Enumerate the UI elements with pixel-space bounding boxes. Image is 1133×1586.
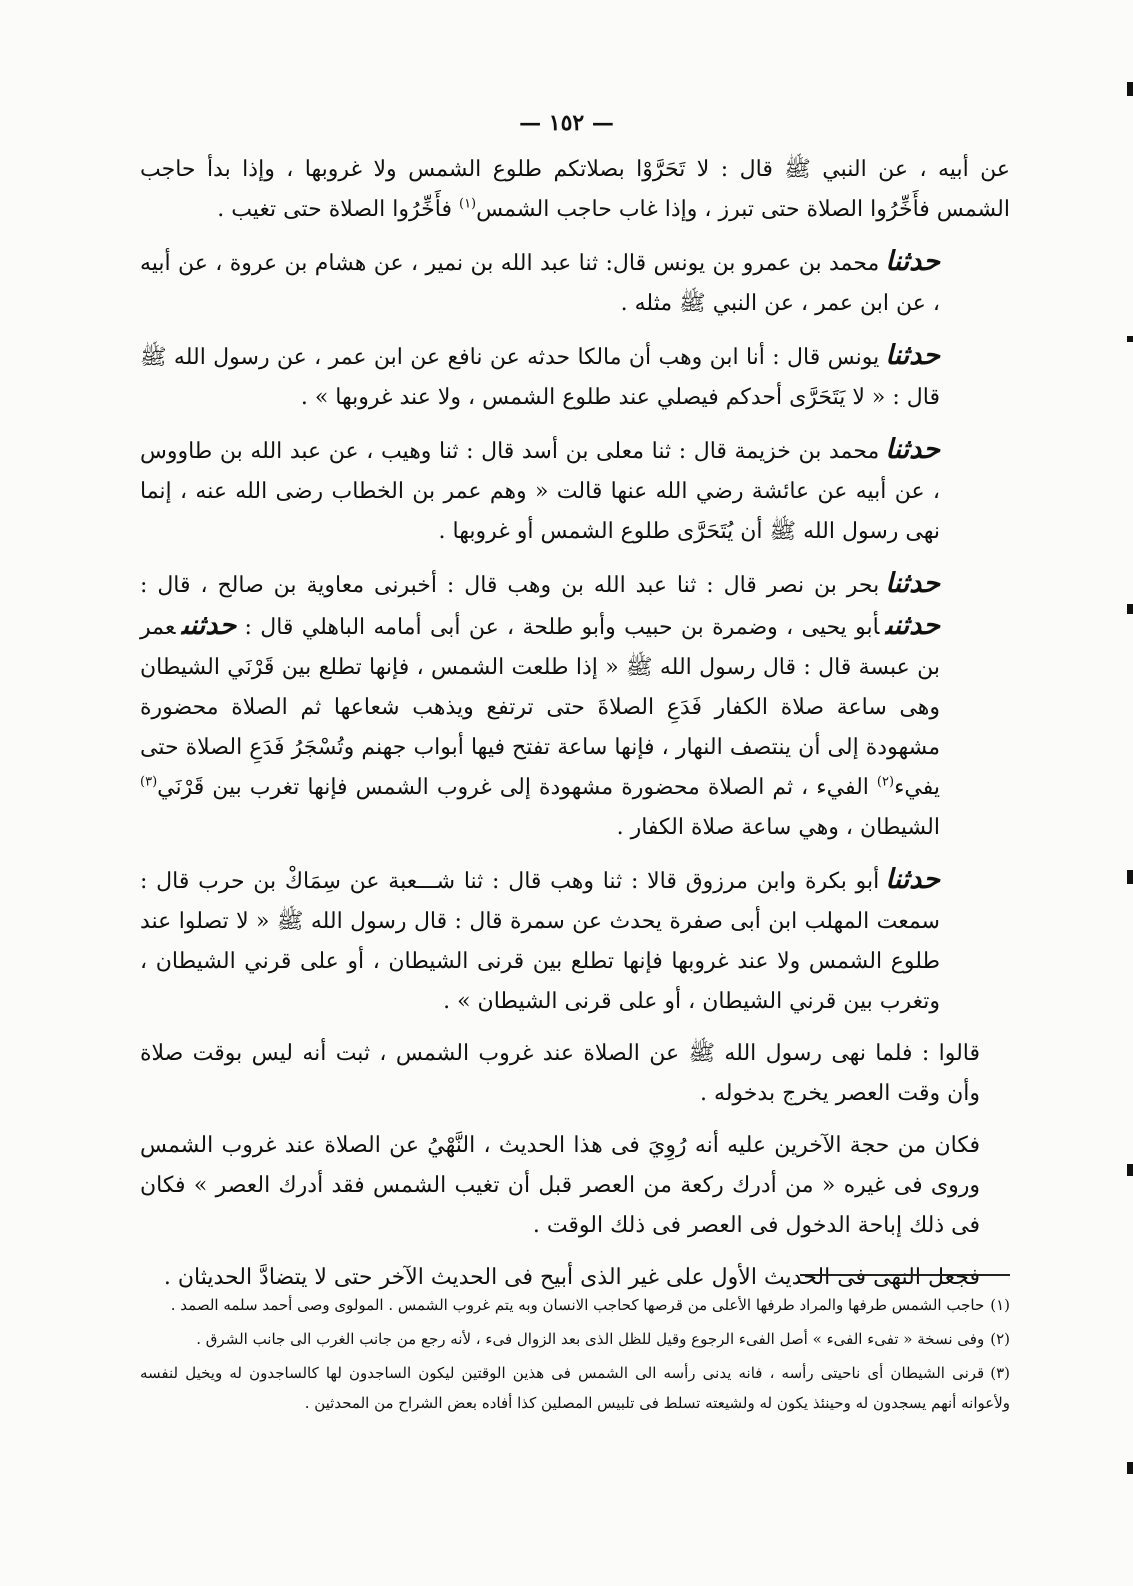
- footnote-1-text: حاجب الشمس طرفها والمراد طرفها الأعلى من قرصها كحاجب الانسان وبه يتم غروب الشمس . المولوى وصى أحمد سلمه الصمد .: [170, 1296, 985, 1314]
- paragraph-3: [140, 336, 1010, 418]
- footnote-marker-2: (٢): [876, 774, 895, 790]
- main-text: [140, 150, 1010, 1310]
- hadith-lead: حدثنا: [885, 568, 940, 599]
- footnote-marker-1: (١): [458, 196, 477, 212]
- hadith-lead: حدثنا: [885, 434, 940, 465]
- scan-edge-mark: [1127, 870, 1133, 884]
- footnote-3-number: (٣): [990, 1364, 1010, 1382]
- hadith-lead-2: حدثنى: [885, 610, 940, 641]
- footnote-2-number: (٢): [990, 1330, 1010, 1348]
- paragraph-5-part-3: عمر بن عبسة قال : قال رسول الله ﷺ « إذا طلعت الشمس ، فإنها تطلع بين قَرْنَي الشيطان وهى ساعة صلاة الكفار فَدَعِ الصلاةَ حتى ترتفع ويذهب شعاعها ثم الصلاة محضورة مشهودة إلى أن ينتصف النهار ، فإنها ساعة تفتح فيها أبواب جهنم وتُسْجَرُ فَدَعِ الصلاة حتى يفيء: [140, 615, 940, 800]
- scan-edge-mark: [1127, 604, 1133, 614]
- footnote-marker-3: (٣): [140, 774, 158, 790]
- paragraph-5-part-5: الشيطان ، وهي ساعة صلاة الكفار .: [616, 815, 940, 840]
- paragraph-1: [140, 150, 1010, 230]
- scan-edge-mark: [1127, 336, 1133, 342]
- footnote-1: [140, 1290, 1010, 1320]
- paragraph-6-text: أبو بكرة وابن مرزوق قالا : ثنا وهب قال : ثنا شـــعبة عن سِمَاكْ بن حرب قال : سمعت المهلب ابن أبى صفرة يحدث عن سمرة قال : قال رسول الله ﷺ « لا تصلوا عند طلوع الشمس ولا عند غروبها فإنها تطلع بين قرنى الشيطان ، أو على قرني الشيطان ، وتغرب بين قرني الشيطان ، أو على قرنى الشيطان » .: [140, 869, 940, 1014]
- scan-edge-mark: [1127, 1462, 1133, 1474]
- paragraph-1-tail: فأَخِّرُوا الصلاة حتى تغيب .: [217, 197, 459, 222]
- page-number: — ١٥٢ —: [519, 110, 614, 136]
- paragraph-8: فكان من حجة الآخرين عليه أنه رُوِيَ فى هذا الحديث ، النَّهْيُ عن الصلاة عند غروب الشمس وروى فى غيره « من أدرك ركعة من العصر قبل أن تغيب الشمس فقد أدرك العصر » فكان فى ذلك إباحة الدخول فى العصر فى ذلك الوقت .: [140, 1133, 980, 1238]
- paragraph-2-text: محمد بن عمرو بن يونس قال: ثنا عبد الله بن نمير ، عن هشام بن عروة ، عن أبيه ، عن ابن عمر ، عن النبي ﷺ مثله .: [140, 251, 940, 316]
- paragraph-4: [140, 430, 1010, 552]
- footnote-divider: [800, 1274, 1010, 1276]
- paragraph-6: [140, 860, 1010, 1022]
- scan-edge-mark: [1127, 82, 1133, 96]
- paragraph-2: [140, 242, 1010, 324]
- hadith-lead: حدثنا: [885, 246, 940, 277]
- scan-edge-mark: [1127, 1164, 1133, 1176]
- paragraph-5-part-4: الفيء ، ثم الصلاة محضورة مشهودة إلى غروب الشمس فإنها تغرب بين قَرْنَي: [157, 775, 877, 800]
- hadith-lead-3: حدثنى: [181, 610, 237, 641]
- footnote-3: [140, 1358, 1010, 1418]
- hadith-lead: حدثنا: [885, 340, 940, 371]
- hadith-lead: حدثنا: [885, 864, 940, 895]
- paragraph-5-part-2: أبو يحيى ، وضمرة بن حبيب وأبو طلحة ، عن أبى أمامه الباهلي قال :: [244, 615, 880, 640]
- paragraph-4-text: محمد بن خزيمة قال : ثنا معلى بن أسد قال : ثنا وهيب ، عن عبد الله بن طاووس ، عن أبيه عن عائشة رضي الله عنها قالت « وهم عمر بن الخطاب رضى الله عنه ، إنما نهى رسول الله ﷺ أن يُتَحَرَّى طلوع الشمس أو غروبها .: [140, 439, 940, 544]
- paragraph-9: فجعل النهى فى الحديث الأول على غير الذى أبيح فى الحديث الآخر حتى لا يتضادَّ الحديثان .: [163, 1265, 980, 1290]
- paragraph-3-text: يونس قال : أنا ابن وهب أن مالكا حدثه عن نافع عن ابن عمر ، عن رسول الله ﷺ قال : « لا يَتَحَرَّى أحدكم فيصلي عند طلوع الشمس ، ولا عند غروبها » .: [140, 345, 940, 410]
- footnote-1-number: (١): [990, 1296, 1010, 1314]
- paragraph-1-text: عن أبيه ، عن النبي ﷺ قال : لا تَحَرَّوْا بصلاتكم طلوع الشمس ولا غروبها ، وإذا بدأ حاجب الشمس فأَخِّرُوا الصلاة حتى تبرز ، وإذا غاب حاجب الشمس: [140, 157, 1010, 222]
- footnote-2: [140, 1324, 1010, 1354]
- footnote-3-text: قرنى الشيطان أى ناحيتى رأسه ، فانه يدنى رأسه الى الشمس فى هذين الوقتين ليكون الساجدون لها كالساجدون له ويخيل لنفسه ولأعوانه أنهم يسجدون له وحينئذ يكون له ولشيعته تسلط فى تلبيس المصلين كذا أفاده بعض الشراح من المحدثين .: [140, 1364, 1010, 1412]
- paragraph-5-part-1: بحر بن نصر قال : ثنا عبد الله بن وهب قال : أخبرنى معاوية بن صالح ، قال :: [140, 573, 880, 598]
- paragraph-5: [140, 564, 1010, 848]
- footnotes: [140, 1290, 1010, 1422]
- paragraph-7: قالوا : فلما نهى رسول الله ﷺ عن الصلاة عند غروب الشمس ، ثبت أنه ليس بوقت صلاة وأن وقت العصر يخرج بدخوله .: [140, 1041, 980, 1106]
- footnote-2-text: وفى نسخة « تفىء الفىء » أصل الفىء الرجوع وقيل للظل الذى بعد الزوال فىء ، لأنه رجع من جانب الغرب الى جانب الشرق .: [196, 1330, 985, 1348]
